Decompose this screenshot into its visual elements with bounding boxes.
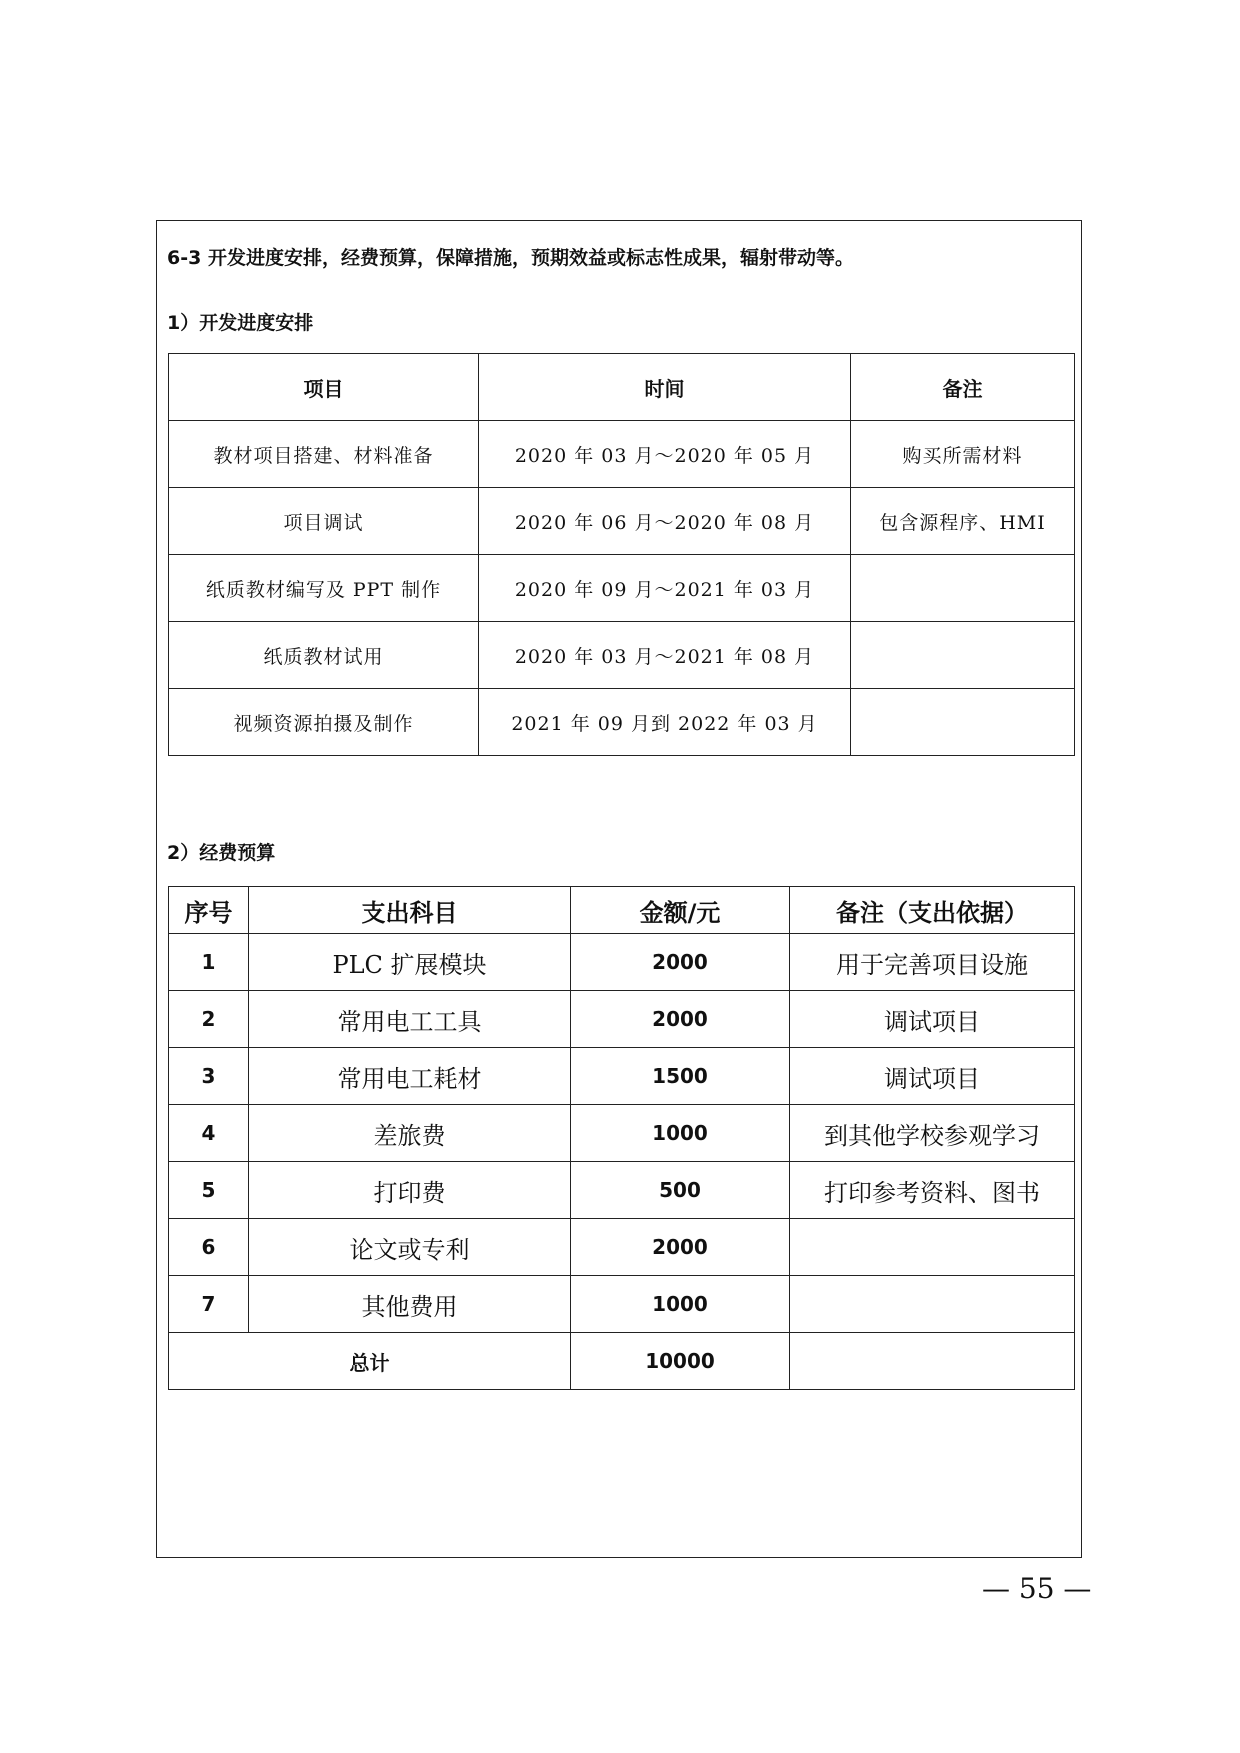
column-header: 金额/元: [571, 887, 790, 934]
budget-index-cell: 5: [169, 1162, 249, 1219]
budget-item-cell: 差旅费: [249, 1105, 571, 1162]
column-header: 时间: [479, 354, 851, 421]
table-row: [169, 488, 1075, 555]
budget-amount-cell: 500: [571, 1162, 790, 1219]
column-header: 支出科目: [249, 887, 571, 934]
budget-note-cell: 用于完善项目设施: [790, 934, 1075, 991]
schedule-item-cell: 纸质教材编写及 PPT 制作: [169, 555, 479, 622]
schedule-item-cell: 纸质教材试用: [169, 622, 479, 689]
table-header-row: [169, 887, 1075, 934]
schedule-note-cell: 包含源程序、HMI: [851, 488, 1075, 555]
schedule-note-cell: [851, 689, 1075, 756]
column-header: 序号: [169, 887, 249, 934]
table-row: [169, 1162, 1075, 1219]
budget-total-note: [790, 1333, 1075, 1390]
budget-amount-cell: 1500: [571, 1048, 790, 1105]
budget-index-cell: 6: [169, 1219, 249, 1276]
table-row: [169, 1276, 1075, 1333]
schedule-item-cell: 教材项目搭建、材料准备: [169, 421, 479, 488]
budget-heading: 2）经费预算: [167, 842, 276, 864]
budget-total-row: [169, 1333, 1075, 1390]
budget-item-cell: 常用电工耗材: [249, 1048, 571, 1105]
table-row: [169, 991, 1075, 1048]
budget-item-cell: 常用电工工具: [249, 991, 571, 1048]
budget-total-amount: 10000: [571, 1333, 790, 1390]
budget-index-cell: 1: [169, 934, 249, 991]
table-row: [169, 1219, 1075, 1276]
table-row: [169, 689, 1075, 756]
column-header: 项目: [169, 354, 479, 421]
budget-amount-cell: 2000: [571, 934, 790, 991]
budget-amount-cell: 1000: [571, 1276, 790, 1333]
budget-note-cell: 到其他学校参观学习: [790, 1105, 1075, 1162]
schedule-time-cell: 2021 年 09 月到 2022 年 03 月: [479, 689, 851, 756]
budget-index-cell: 7: [169, 1276, 249, 1333]
schedule-time-cell: 2020 年 06 月～2020 年 08 月: [479, 488, 851, 555]
table-row: [169, 1105, 1075, 1162]
budget-table: [168, 886, 1075, 1390]
table-row: [169, 1048, 1075, 1105]
section-title: 6-3 开发进度安排，经费预算，保障措施，预期效益或标志性成果，辐射带动等。: [167, 247, 854, 269]
budget-item-cell: 打印费: [249, 1162, 571, 1219]
schedule-time-cell: 2020 年 03 月～2021 年 08 月: [479, 622, 851, 689]
schedule-item-cell: 项目调试: [169, 488, 479, 555]
column-header: 备注（支出依据）: [790, 887, 1075, 934]
schedule-note-cell: [851, 555, 1075, 622]
table-row: [169, 934, 1075, 991]
table-header-row: [169, 354, 1075, 421]
schedule-note-cell: [851, 622, 1075, 689]
budget-item-cell: 论文或专利: [249, 1219, 571, 1276]
budget-total-label: 总计: [169, 1333, 571, 1390]
schedule-heading: 1）开发进度安排: [167, 312, 314, 334]
budget-index-cell: 4: [169, 1105, 249, 1162]
schedule-item-cell: 视频资源拍摄及制作: [169, 689, 479, 756]
schedule-table: [168, 353, 1075, 756]
budget-item-cell: 其他费用: [249, 1276, 571, 1333]
page-number: — 55 —: [982, 1572, 1092, 1605]
budget-note-cell: 调试项目: [790, 991, 1075, 1048]
schedule-time-cell: 2020 年 03 月～2020 年 05 月: [479, 421, 851, 488]
budget-index-cell: 2: [169, 991, 249, 1048]
column-header: 备注: [851, 354, 1075, 421]
budget-note-cell: 打印参考资料、图书: [790, 1162, 1075, 1219]
table-row: [169, 421, 1075, 488]
budget-amount-cell: 2000: [571, 1219, 790, 1276]
budget-item-cell: PLC 扩展模块: [249, 934, 571, 991]
budget-note-cell: 调试项目: [790, 1048, 1075, 1105]
table-row: [169, 622, 1075, 689]
schedule-note-cell: 购买所需材料: [851, 421, 1075, 488]
budget-amount-cell: 2000: [571, 991, 790, 1048]
budget-note-cell: [790, 1276, 1075, 1333]
schedule-time-cell: 2020 年 09 月～2021 年 03 月: [479, 555, 851, 622]
budget-index-cell: 3: [169, 1048, 249, 1105]
table-row: [169, 555, 1075, 622]
budget-note-cell: [790, 1219, 1075, 1276]
budget-amount-cell: 1000: [571, 1105, 790, 1162]
